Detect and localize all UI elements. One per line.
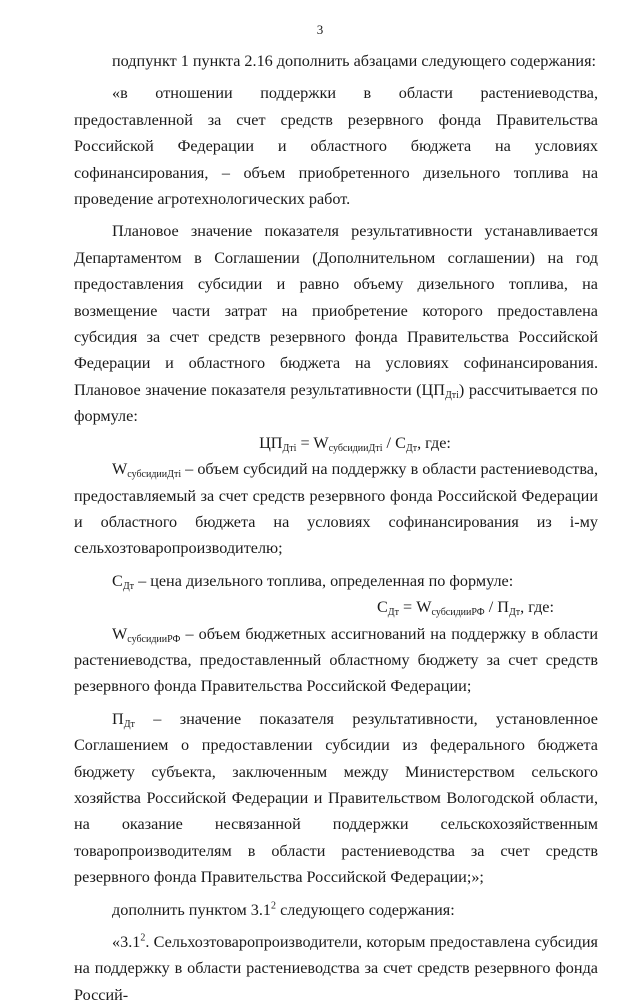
page-number: 3 <box>316 22 324 37</box>
paragraph-w-subsidy-definition: $W_{субсидииДтi}$ – объем субсидий на поддержку в области растениеводства, предоставляемый за счет средств резервного фонда Российской Федерации и областного бюджета на условиях софинансирования из i-му сельхозтоваропроизводителю; <box>74 460 598 558</box>
paragraph-planned-value: Плановое значение показателя результативности устанавливается Департаментом в Соглашении (Дополнительном соглашении) на год предоставления субсидии и равно объему дизельного топлива, на возмещение части затрат на приобретение которого предоставлена субсидия за счет средств резервного фонда Правительства Российской Федерации и областного бюджета на условиях софинансирования. Плановое значение показателя результативности $(ЦП_{Дтi})$ рассчитывается по формуле: <box>74 222 598 426</box>
document-body <box>74 48 598 1008</box>
paragraph-w-rf-definition: $W_{субсидииРФ}$ – объем бюджетных ассигнований на поддержку в области растениеводства, предоставленный областному бюджету за счет средств резервного фонда Правительства Российской Федерации; <box>74 624 598 696</box>
paragraph-intro: подпункт 1 пункта 2.16 дополнить абзацами следующего содержания: <box>112 52 597 70</box>
paragraph-p-indicator-definition: $П_{Дт}$ – значение показателя результативности, установленное Соглашением о предоставлении субсидии из федерального бюджета бюджету субъекта, заключенным между Министерством сельского хозяйства Российской Федерации и Правительством Вологодской области, на оказание несвязанной поддержки сельскохозяйственным товаропроизводителям в области растениеводства за счет средств резервного фонда Правительства Российской Федерации;»; <box>74 709 598 887</box>
paragraph-c-price-definition: $С_{Дт}$ – цена дизельного топлива, определенная по формуле: <box>112 571 514 592</box>
formula-fuel-price: $С_{Дт} = W_{субсидииРФ} / П_{Дт}$, где: <box>376 598 554 619</box>
paragraph-clause-3-1-2: «$3.1^2$. Сельхозтоваропроизводители, которым предоставлена субсидия на поддержку в области растениеводства за счет средств резервного фонда Россий- <box>74 932 598 1004</box>
formula-planned-value: $ЦП_{Дтi} = W_{субсидииДтi} / С_{Дт}$, где: <box>259 433 451 454</box>
paragraph-indicator-definition: «в отношении поддержки в области растениеводства, предоставленной за счет средств резервного фонда Правительства Российской Федерации и областного бюджета на условиях софинансирования, – объем приобретенного дизельного топлива на проведение агротехнологических работ. <box>74 84 598 209</box>
paragraph-add-clause: дополнить пунктом $3.1^2$ следующего содержания: <box>112 900 455 919</box>
